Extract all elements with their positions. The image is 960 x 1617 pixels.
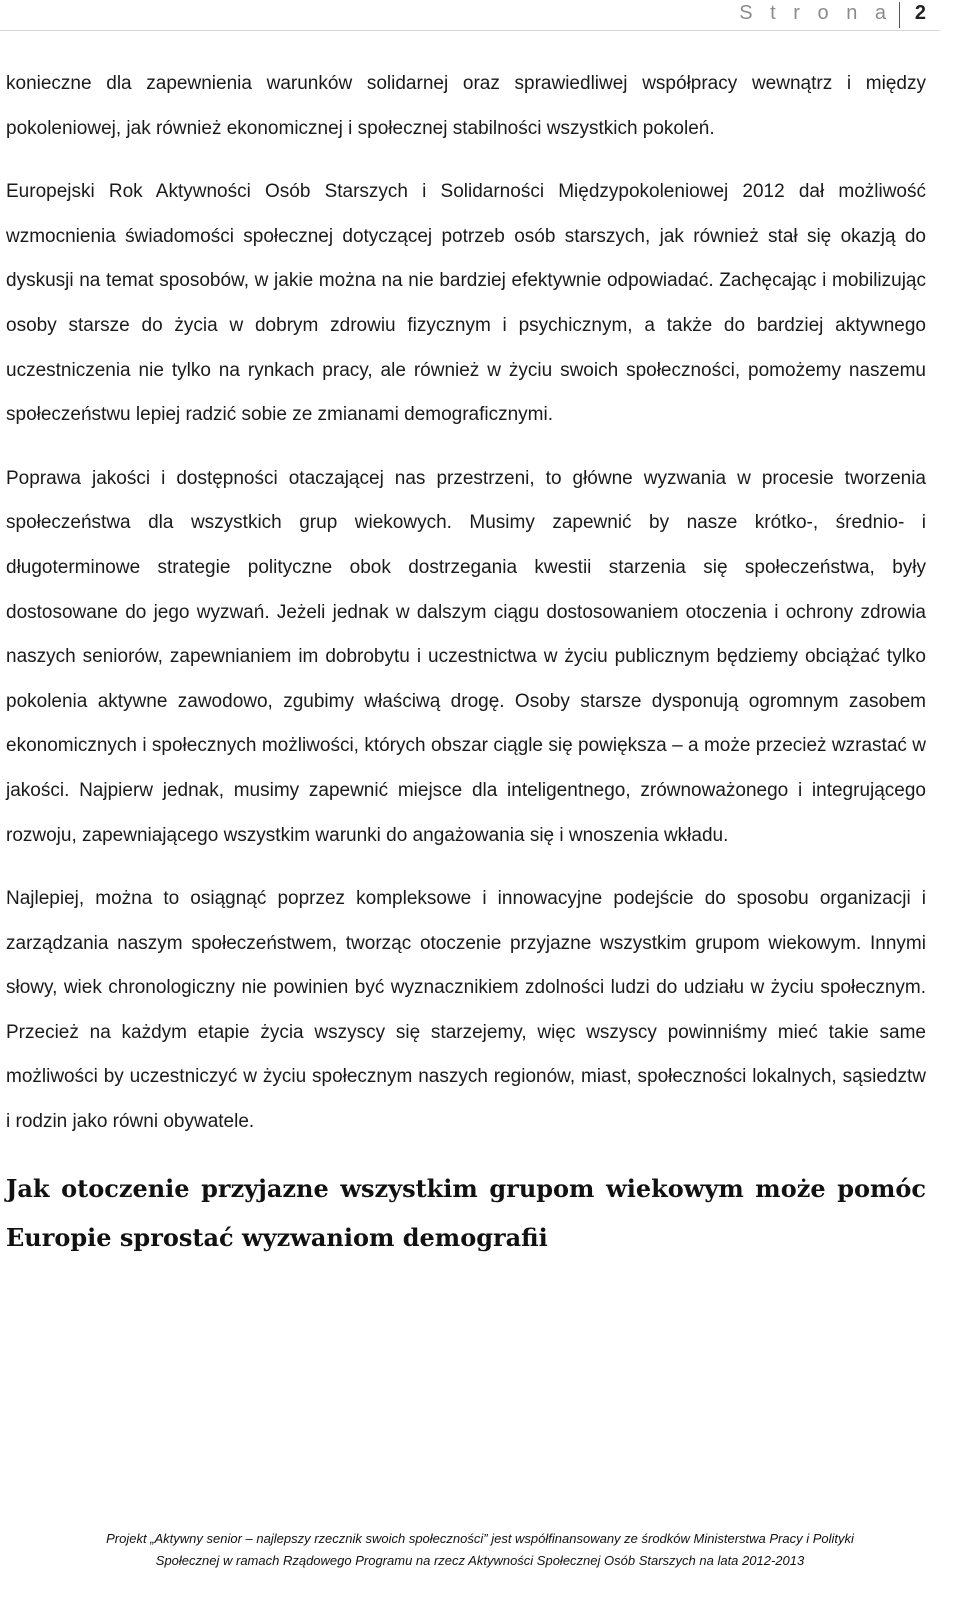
section-heading: Jak otoczenie przyjazne wszystkim grupom wiekowym może pomóc Europie sprostać wyzwaniom demografii [6,1173,926,1252]
footer-line-2: Społecznej w ramach Rządowego Programu na rzecz Aktywności Społecznej Osób Starszych na lata 2012-2013 [155,1553,805,1568]
page-number: 2 [914,2,926,24]
page-header [0,0,940,31]
page-label: S t r o n a [739,2,892,24]
page-footer [0,1528,960,1572]
paragraph-2: Europejski Rok Aktywności Osób Starszych i Solidarności Międzypokoleniowej 2012 dał możliwość wzmocnienia świadomości społecznej dotyczącej potrzeb osób starszych, jak również stał się okazją do dyskusji na temat sposobów, w jakie można na nie bardziej efektywnie odpowiadać. Zachęcając i mobilizując osoby starsze do życia w dobrym zdrowiu fizycznym i psychicznym, a także do bardziej aktywnego uczestniczenia nie tylko na rynkach pracy, ale również w życiu swoich społeczności, pomożemy naszemu społeczeństwu lepiej radzić sobie ze zmianami demograficznymi. [6,181,926,426]
footer-line-1: Projekt „Aktywny senior – najlepszy rzecznik swoich społeczności” jest współfinansowany ze środków Ministerstwa Pracy i Polityki [106,1531,854,1546]
paragraph-4: Najlepiej, można to osiągnąć poprzez kompleksowe i innowacyjne podejście do sposobu organizacji i zarządzania naszym społeczeństwem, tworząc otoczenie przyjazne wszystkim grupom wiekowym. Innymi słowy, wiek chronologiczny nie powinien być wyznacznikiem zdolności ludzi do udziału w życiu społecznym. Przecież na każdym etapie życia wszyscy się starzejemy, więc wszyscy powinniśmy mieć takie same możliwości by uczestniczyć w życiu społecznym naszych regionów, miast, społeczności lokalnych, sąsiedztw i rodzin jako równi obywatele. [6,888,926,1133]
header-separator [899,2,900,28]
paragraph-1: konieczne dla zapewnienia warunków solidarnej oraz sprawiedliwej współpracy wewnątrz i między pokoleniowej, jak również ekonomicznej i społecznej stabilności wszystkich pokoleń. [6,73,926,139]
document-body [6,62,926,1262]
paragraph-3: Poprawa jakości i dostępności otaczającej nas przestrzeni, to główne wyzwania w procesie tworzenia społeczeństwa dla wszystkich grup wiekowych. Musimy zapewnić by nasze krótko-, średnio- i długoterminowe strategie polityczne obok dostrzegania kwestii starzenia się społeczeństwa, były dostosowane do jego wyzwań. Jeżeli jednak w dalszym ciągu dostosowaniem otoczenia i ochrony zdrowia naszych seniorów, zapewnianiem im dobrobytu i uczestnictwa w życiu publicznym będziemy obciążać tylko pokolenia aktywne zawodowo, zgubimy właściwą drogę. Osoby starsze dysponują ogromnym zasobem ekonomicznych i społecznych możliwości, których obszar ciągle się powiększa – a może przecież wzrastać w jakości. Najpierw jednak, musimy zapewnić miejsce dla inteligentnego, zrównoważonego i integrującego rozwoju, zapewniającego wszystkim warunki do angażowania się i wnoszenia wkładu. [6,467,926,846]
